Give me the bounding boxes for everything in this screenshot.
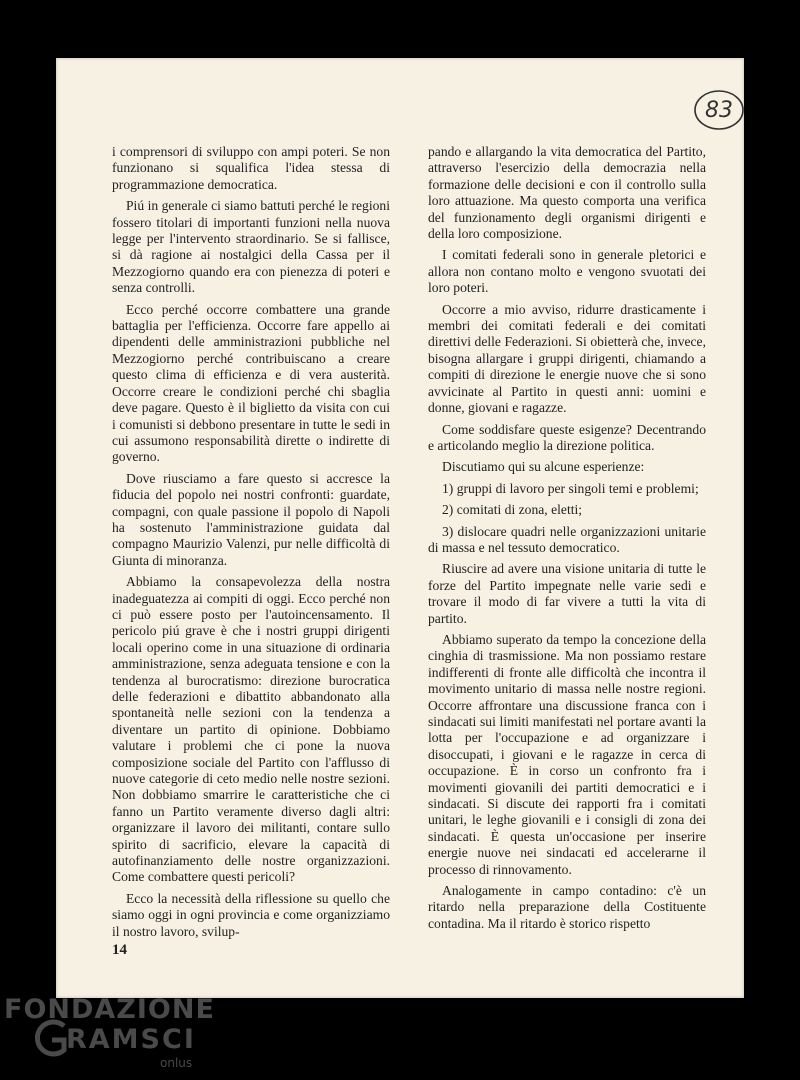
right-column — [428, 144, 706, 937]
list-item: 3) dislocare quadri nelle organizzazioni unitarie di massa e nel tessuto democratico. — [428, 523, 706, 555]
paragraph: Piú in generale ci siamo battuti perché le regioni fossero titolari di importanti funzioni nella nuova legge per l'intervento straordinario. Se si fallisce, si dà ragione ai nostalgici della Cassa per il Mezzogiorno quando era con pienezza di poteri e senza controlli. — [112, 198, 390, 296]
document-page — [56, 58, 744, 998]
stamp-number: 83 — [705, 97, 733, 123]
paragraph: Dove riusciamo a fare questo si accresce la fiducia del popolo nei nostri confronti: guardate, compagni, con quale passione il popolo di Napoli ha sostenuto l'amministrazione guidata dal compagno Maurizio Valenzi, pur nelle difficoltà di Giunta di minoranza. — [112, 470, 390, 568]
watermark-line-2: RAMSCI — [66, 1024, 196, 1055]
watermark-line-3: onlus — [160, 1056, 193, 1070]
paragraph: Occorre a mio avviso, ridurre drasticamente i membri dei comitati federali e dei comitati direttivi delle Federazioni. Si obietterà che, invece, bisogna allargare i gruppi dirigenti, chiamando a compiti di direzione le energie nuove che si sono avvicinate al Partito in questi anni: uomini e donne, giovani e ragazze. — [428, 301, 706, 416]
paragraph: pando e allargando la vita democratica del Partito, attraverso l'esercizio della democrazia nella formazione delle decisioni e con il controllo sulla loro attuazione. Ma questo comporta una verifica del funzionamento degli organismi dirigenti e della loro composizione. — [428, 144, 706, 242]
archive-stamp — [692, 88, 746, 132]
paragraph: Riuscire ad avere una visione unitaria di tutte le forze del Partito impegnate nelle varie sedi e trovare il modo di far vivere a tutti la vita di partito. — [428, 561, 706, 626]
paragraph: Discutiamo qui su alcune esperienze: — [442, 459, 645, 475]
watermark-line-1: FONDAZIONE — [4, 994, 215, 1025]
paragraph: Abbiamo superato da tempo la concezione della cinghia di trasmissione. Ma non possiamo restare indifferenti di fronte alle difficoltà che incontra il movimento unitario di massa nelle nostre regioni. Occorre affrontare una discussione franca con i sindacati sui limiti manifestati nel portare avanti la lotta per l'occupazione e ad organizzare i disoccupati, i giovani e le ragazze in cerca di occupazione. È in corso un confronto fra i movimenti giovanili dei partiti democratici e i sindacati. Si discute dei rapporti fra i comitati unitari, le leghe giovanili e i consigli di zona dei sindacati. È questa un'occasione per inserire energie nuove nei sindacati ed accelerarne il processo di rinnovamento. — [428, 631, 706, 877]
list-item: 1) gruppi di lavoro per singoli temi e problemi; — [442, 480, 699, 496]
paragraph: Come soddisfare queste esigenze? Decentrando e articolando meglio la direzione politica. — [428, 421, 706, 453]
left-column — [112, 144, 390, 945]
paragraph: Ecco la necessità della riflessione su quello che siamo oggi in ogni provincia e come organizziamo il nostro lavoro, svilup- — [112, 890, 390, 939]
paragraph: I comitati federali sono in generale pletorici e allora non contano molto e vengono svuotati dei loro poteri. — [428, 247, 706, 296]
paragraph: Abbiamo la consapevolezza della nostra inadeguatezza ai compiti di oggi. Ecco perché non ci può essere posto per l'autoincensamento. Il pericolo piú grave è che i nostri gruppi dirigenti locali operino come in una situazione di ordinaria amministrazione, senza adeguata tensione e con la tendenza al burocratismo: direzione burocratica delle federazioni e dibattito abbandonato alla spontaneità nelle sezioni con la tendenza a diventare un partito di opinione. Dobbiamo valutare i problemi che ci pone la nuova composizione sociale del Partito con l'afflusso di nuove categorie di ceto medio nelle nostre sezioni. Non dobbiamo smarrire le caratteristiche che ci fanno un Partito veramente diverso dagli altri: organizzare il lavoro dei militanti, contare sullo spirito di sacrificio, elevare la capacità di autofinanziamento delle nostre organizzazioni. Come combattere questi pericoli? — [112, 574, 390, 885]
g-swirl-icon — [30, 1016, 70, 1060]
paragraph: Analogamente in campo contadino: c'è un ritardo nella preparazione della Costituente contadina. Ma il ritardo è storico rispetto — [428, 883, 706, 931]
paragraph: i comprensori di sviluppo con ampi poteri. Se non funzionano si squalifica l'idea stessa di programmazione democratica. — [112, 144, 390, 192]
page-number: 14 — [112, 942, 127, 958]
paragraph: Ecco perché occorre combattere una grande battaglia per l'efficienza. Occorre fare appello ai dipendenti delle amministrazioni pubbliche nel Mezzogiorno perché contribuiscano a creare questo clima di efficienza e di vera austerità. Occorre creare le condizioni perché chi sbaglia deve pagare. Questo è il biglietto da visita con cui i comunisti si debbono presentare in tutte le sedi in cui assumono responsabilità dirette o indirette di governo. — [112, 301, 390, 465]
watermark-logo — [0, 990, 800, 1080]
list-item: 2) comitati di zona, eletti; — [442, 502, 583, 518]
